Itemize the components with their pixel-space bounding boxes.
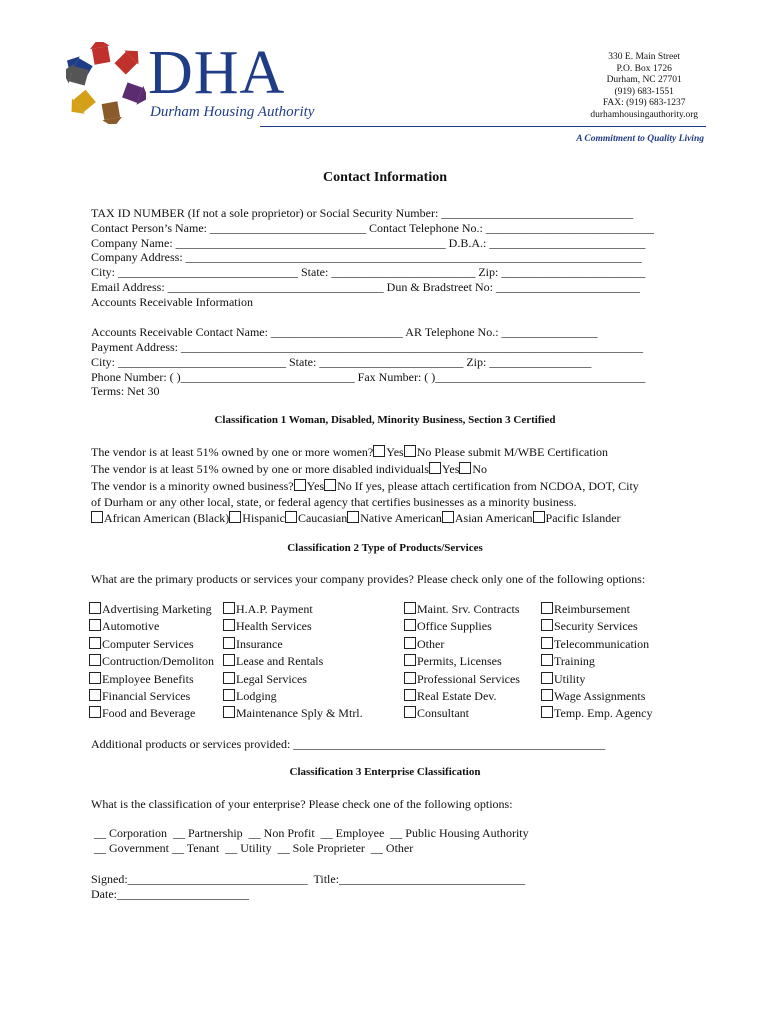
enterprise-options-row-2[interactable]: __ Government __ Tenant __ Utility __ Sole Proprieter __ Other	[91, 841, 414, 855]
checkbox[interactable]	[89, 637, 101, 649]
checkbox[interactable]	[541, 654, 553, 666]
checkbox[interactable]	[89, 654, 101, 666]
service-option[interactable]	[223, 618, 363, 635]
houses-logo-icon	[66, 42, 146, 124]
email-dun-field[interactable]: Email Address: ____________________________________ Dun & Bradstreet No: ________________________	[91, 280, 640, 294]
phone-line: (919) 683-1551	[614, 86, 674, 97]
enterprise-options-row-1[interactable]: __ Corporation __ Partnership __ Non Profit __ Employee __ Public Housing Authority	[91, 826, 529, 840]
classification-2-heading: Classification 2 Type of Products/Services	[287, 542, 483, 554]
service-option[interactable]	[89, 705, 214, 722]
service-option[interactable]	[223, 688, 363, 705]
option-label: Employee Benefits	[102, 671, 194, 686]
checkbox[interactable]	[223, 637, 235, 649]
checkbox[interactable]	[404, 619, 416, 631]
option-label: H.A.P. Payment	[236, 602, 313, 616]
yes-label: Yes	[386, 445, 404, 459]
header-rule	[260, 126, 706, 127]
checkbox[interactable]	[89, 602, 101, 614]
city-state-zip-field[interactable]: City: ______________________________ State: ________________________ Zip: ________________________	[91, 265, 646, 279]
tagline: A Commitment to Quality Living	[576, 134, 704, 144]
checkbox[interactable]	[89, 689, 101, 701]
company-name-field[interactable]: Company Name: _____________________________________________ D.B.A.: __________________________	[91, 236, 646, 250]
women-owned-question: The vendor is at least 51% owned by one or more women?	[91, 445, 374, 459]
hispanic-label: Hispanic	[242, 511, 285, 525]
service-option[interactable]	[89, 636, 214, 653]
service-option[interactable]	[223, 636, 363, 653]
option-label: Utility	[554, 671, 586, 686]
address-block	[590, 52, 698, 122]
no-label: No If yes, please attach certification from NCDOA, DOT, City	[337, 479, 639, 493]
dha-logo	[66, 39, 315, 125]
yes-label: Yes	[306, 479, 325, 493]
address-line: Durham, NC 27701	[606, 75, 682, 86]
checkbox[interactable]	[89, 619, 101, 631]
disabled-owned-question: The vendor is at least 51% owned by one or more disabled individuals	[91, 462, 429, 476]
option-label: Real Estate Dev.	[417, 689, 497, 704]
option-label: Other	[417, 636, 445, 651]
option-label: Financial Services	[102, 689, 191, 704]
disabled-no-checkbox[interactable]	[459, 462, 471, 474]
option-label: Training	[554, 654, 595, 669]
checkbox[interactable]	[223, 672, 235, 684]
services-column-4	[541, 601, 652, 723]
checkbox[interactable]	[404, 706, 416, 718]
fax-line: FAX: (919) 683-1237	[602, 98, 686, 109]
checkbox[interactable]	[223, 706, 235, 718]
option-label: Consultant	[417, 706, 470, 721]
enterprise-question: What is the classification of your enterprise? Please check one of the following options:	[91, 797, 513, 811]
checkbox[interactable]	[541, 602, 553, 614]
option-label: Automotive	[102, 619, 160, 634]
minority-owned-question: The vendor is a minority owned business?	[91, 479, 294, 493]
yes-label: Yes	[441, 462, 460, 476]
checkbox[interactable]	[404, 689, 416, 701]
checkbox[interactable]	[223, 619, 235, 631]
products-question: What are the primary products or services your company provides? Please check only one of the following options:	[91, 572, 646, 586]
option-label: Computer Services	[102, 636, 194, 651]
service-option[interactable]	[89, 671, 214, 688]
no-label: No Please submit M/WBE Certification	[416, 445, 609, 459]
additional-services-field[interactable]: Additional products or services provided: ____________________________________________________	[91, 737, 606, 751]
ar-info-label: Accounts Receivable Information	[91, 295, 253, 309]
services-column-2	[223, 601, 363, 723]
ar-contact-field[interactable]: Accounts Receivable Contact Name: ______________________ AR Telephone No.: ________________	[91, 325, 598, 339]
option-label: Wage Assignments	[554, 689, 646, 704]
address-line: P.O. Box 1726	[616, 63, 672, 74]
option-label: Legal Services	[236, 671, 307, 686]
disabled-owned-row	[91, 462, 487, 477]
caucasian-checkbox[interactable]	[285, 511, 297, 523]
checkbox[interactable]	[223, 654, 235, 666]
minority-types-row	[91, 511, 621, 526]
option-label: Insurance	[236, 636, 283, 651]
service-option[interactable]	[223, 671, 363, 688]
option-label: Health Services	[236, 619, 312, 634]
services-column-3	[404, 601, 520, 723]
company-address-field[interactable]: Company Address: ____________________________________________________________________________	[91, 250, 642, 264]
service-option[interactable]	[404, 688, 520, 705]
logo-letters: DHA	[148, 39, 286, 107]
contact-person-field[interactable]: Contact Person’s Name: __________________________ Contact Telephone No.: ____________________________	[91, 221, 654, 235]
classification-1-heading: Classification 1 Woman, Disabled, Minority Business, Section 3 Certified	[214, 414, 556, 426]
caucasian-label: Caucasian	[297, 511, 348, 525]
option-label: Maint. Srv. Contracts	[417, 602, 520, 616]
address-line: 330 E. Main Street	[608, 52, 681, 62]
option-label: Maintenance Sply & Mtrl.	[236, 706, 363, 721]
service-option[interactable]	[223, 601, 363, 618]
option-label: Office Supplies	[417, 619, 492, 634]
service-option[interactable]	[404, 671, 520, 688]
payment-address-field[interactable]: Payment Address: _____________________________________________________________________________	[91, 340, 643, 354]
service-option[interactable]	[89, 601, 214, 618]
service-option[interactable]	[404, 636, 520, 653]
services-column-1	[89, 601, 214, 723]
disabled-yes-checkbox[interactable]	[429, 462, 441, 474]
service-option[interactable]	[404, 618, 520, 635]
hispanic-checkbox[interactable]	[229, 511, 241, 523]
ar-city-state-zip-field[interactable]: City: ____________________________ State: ________________________ Zip: _________________	[91, 355, 592, 369]
service-option[interactable]	[541, 618, 652, 635]
service-option[interactable]	[89, 688, 214, 705]
service-option[interactable]	[89, 618, 214, 635]
women-yes-checkbox[interactable]	[373, 445, 385, 457]
asian-american-label: Asian American	[454, 511, 533, 525]
option-label: Permits, Licenses	[417, 654, 502, 669]
checkbox[interactable]	[541, 689, 553, 701]
minority-yes-checkbox[interactable]	[294, 479, 306, 491]
service-option[interactable]	[404, 653, 520, 670]
checkbox[interactable]	[404, 602, 416, 614]
pacific-islander-label: Pacific Islander	[545, 511, 621, 525]
classification-3-heading: Classification 3 Enterprise Classification	[289, 766, 481, 778]
service-option[interactable]	[541, 688, 652, 705]
option-label: Lease and Rentals	[236, 654, 324, 669]
women-owned-row	[91, 445, 608, 460]
tax-id-field[interactable]: TAX ID NUMBER (If not a sole proprietor) or Social Security Number: ________________________________	[91, 206, 634, 220]
website-line: durhamhousingauthority.org	[590, 109, 698, 120]
service-option[interactable]	[541, 705, 652, 722]
service-option[interactable]	[541, 636, 652, 653]
minority-no-checkbox[interactable]	[324, 479, 336, 491]
service-option[interactable]	[223, 653, 363, 670]
option-label: Temp. Emp. Agency	[554, 706, 653, 721]
option-label: Professional Services	[417, 671, 520, 686]
pacific-islander-checkbox[interactable]	[533, 511, 545, 523]
checkbox[interactable]	[541, 619, 553, 631]
checkbox[interactable]	[541, 637, 553, 649]
service-option[interactable]	[541, 653, 652, 670]
minority-owned-row	[91, 479, 639, 494]
african-american-label: African American (Black)	[104, 511, 230, 525]
phone-fax-field[interactable]: Phone Number: ( )_____________________________ Fax Number: ( )___________________________________	[91, 370, 646, 384]
checkbox[interactable]	[404, 654, 416, 666]
option-label: Advertising Marketing	[102, 602, 212, 616]
service-option[interactable]	[541, 671, 652, 688]
checkbox[interactable]	[223, 602, 235, 614]
checkbox[interactable]	[404, 637, 416, 649]
checkbox[interactable]	[89, 706, 101, 718]
native-american-label: Native American	[360, 511, 442, 525]
asian-american-checkbox[interactable]	[442, 511, 454, 523]
date-field[interactable]: Date:______________________	[91, 887, 249, 901]
no-label: No	[472, 462, 488, 476]
option-label: Security Services	[554, 619, 638, 634]
minority-continuation: of Durham or any other local, state, or federal agency that certifies businesses as a minority business.	[91, 495, 577, 509]
terms-text: Terms: Net 30	[91, 384, 160, 398]
checkbox[interactable]	[223, 689, 235, 701]
option-label: Telecommunication	[554, 636, 650, 651]
page-title: Contact Information	[322, 170, 448, 185]
service-option[interactable]	[89, 653, 214, 670]
checkbox[interactable]	[89, 672, 101, 684]
service-option[interactable]	[223, 705, 363, 722]
option-label: Reimbursement	[554, 602, 630, 616]
option-label: Food and Beverage	[102, 706, 196, 721]
african-american-checkbox[interactable]	[91, 511, 103, 523]
checkbox[interactable]	[541, 706, 553, 718]
option-label: Lodging	[236, 689, 277, 704]
logo-subtext: Durham Housing Authority	[150, 104, 315, 120]
service-option[interactable]	[404, 601, 520, 618]
option-label: Contruction/Demoliton	[102, 654, 214, 669]
checkbox[interactable]	[404, 672, 416, 684]
native-american-checkbox[interactable]	[347, 511, 359, 523]
service-option[interactable]	[404, 705, 520, 722]
service-option[interactable]	[541, 601, 652, 618]
women-no-checkbox[interactable]	[404, 445, 416, 457]
checkbox[interactable]	[541, 672, 553, 684]
signature-title-field[interactable]: Signed:______________________________ Title:_______________________________	[91, 872, 526, 886]
